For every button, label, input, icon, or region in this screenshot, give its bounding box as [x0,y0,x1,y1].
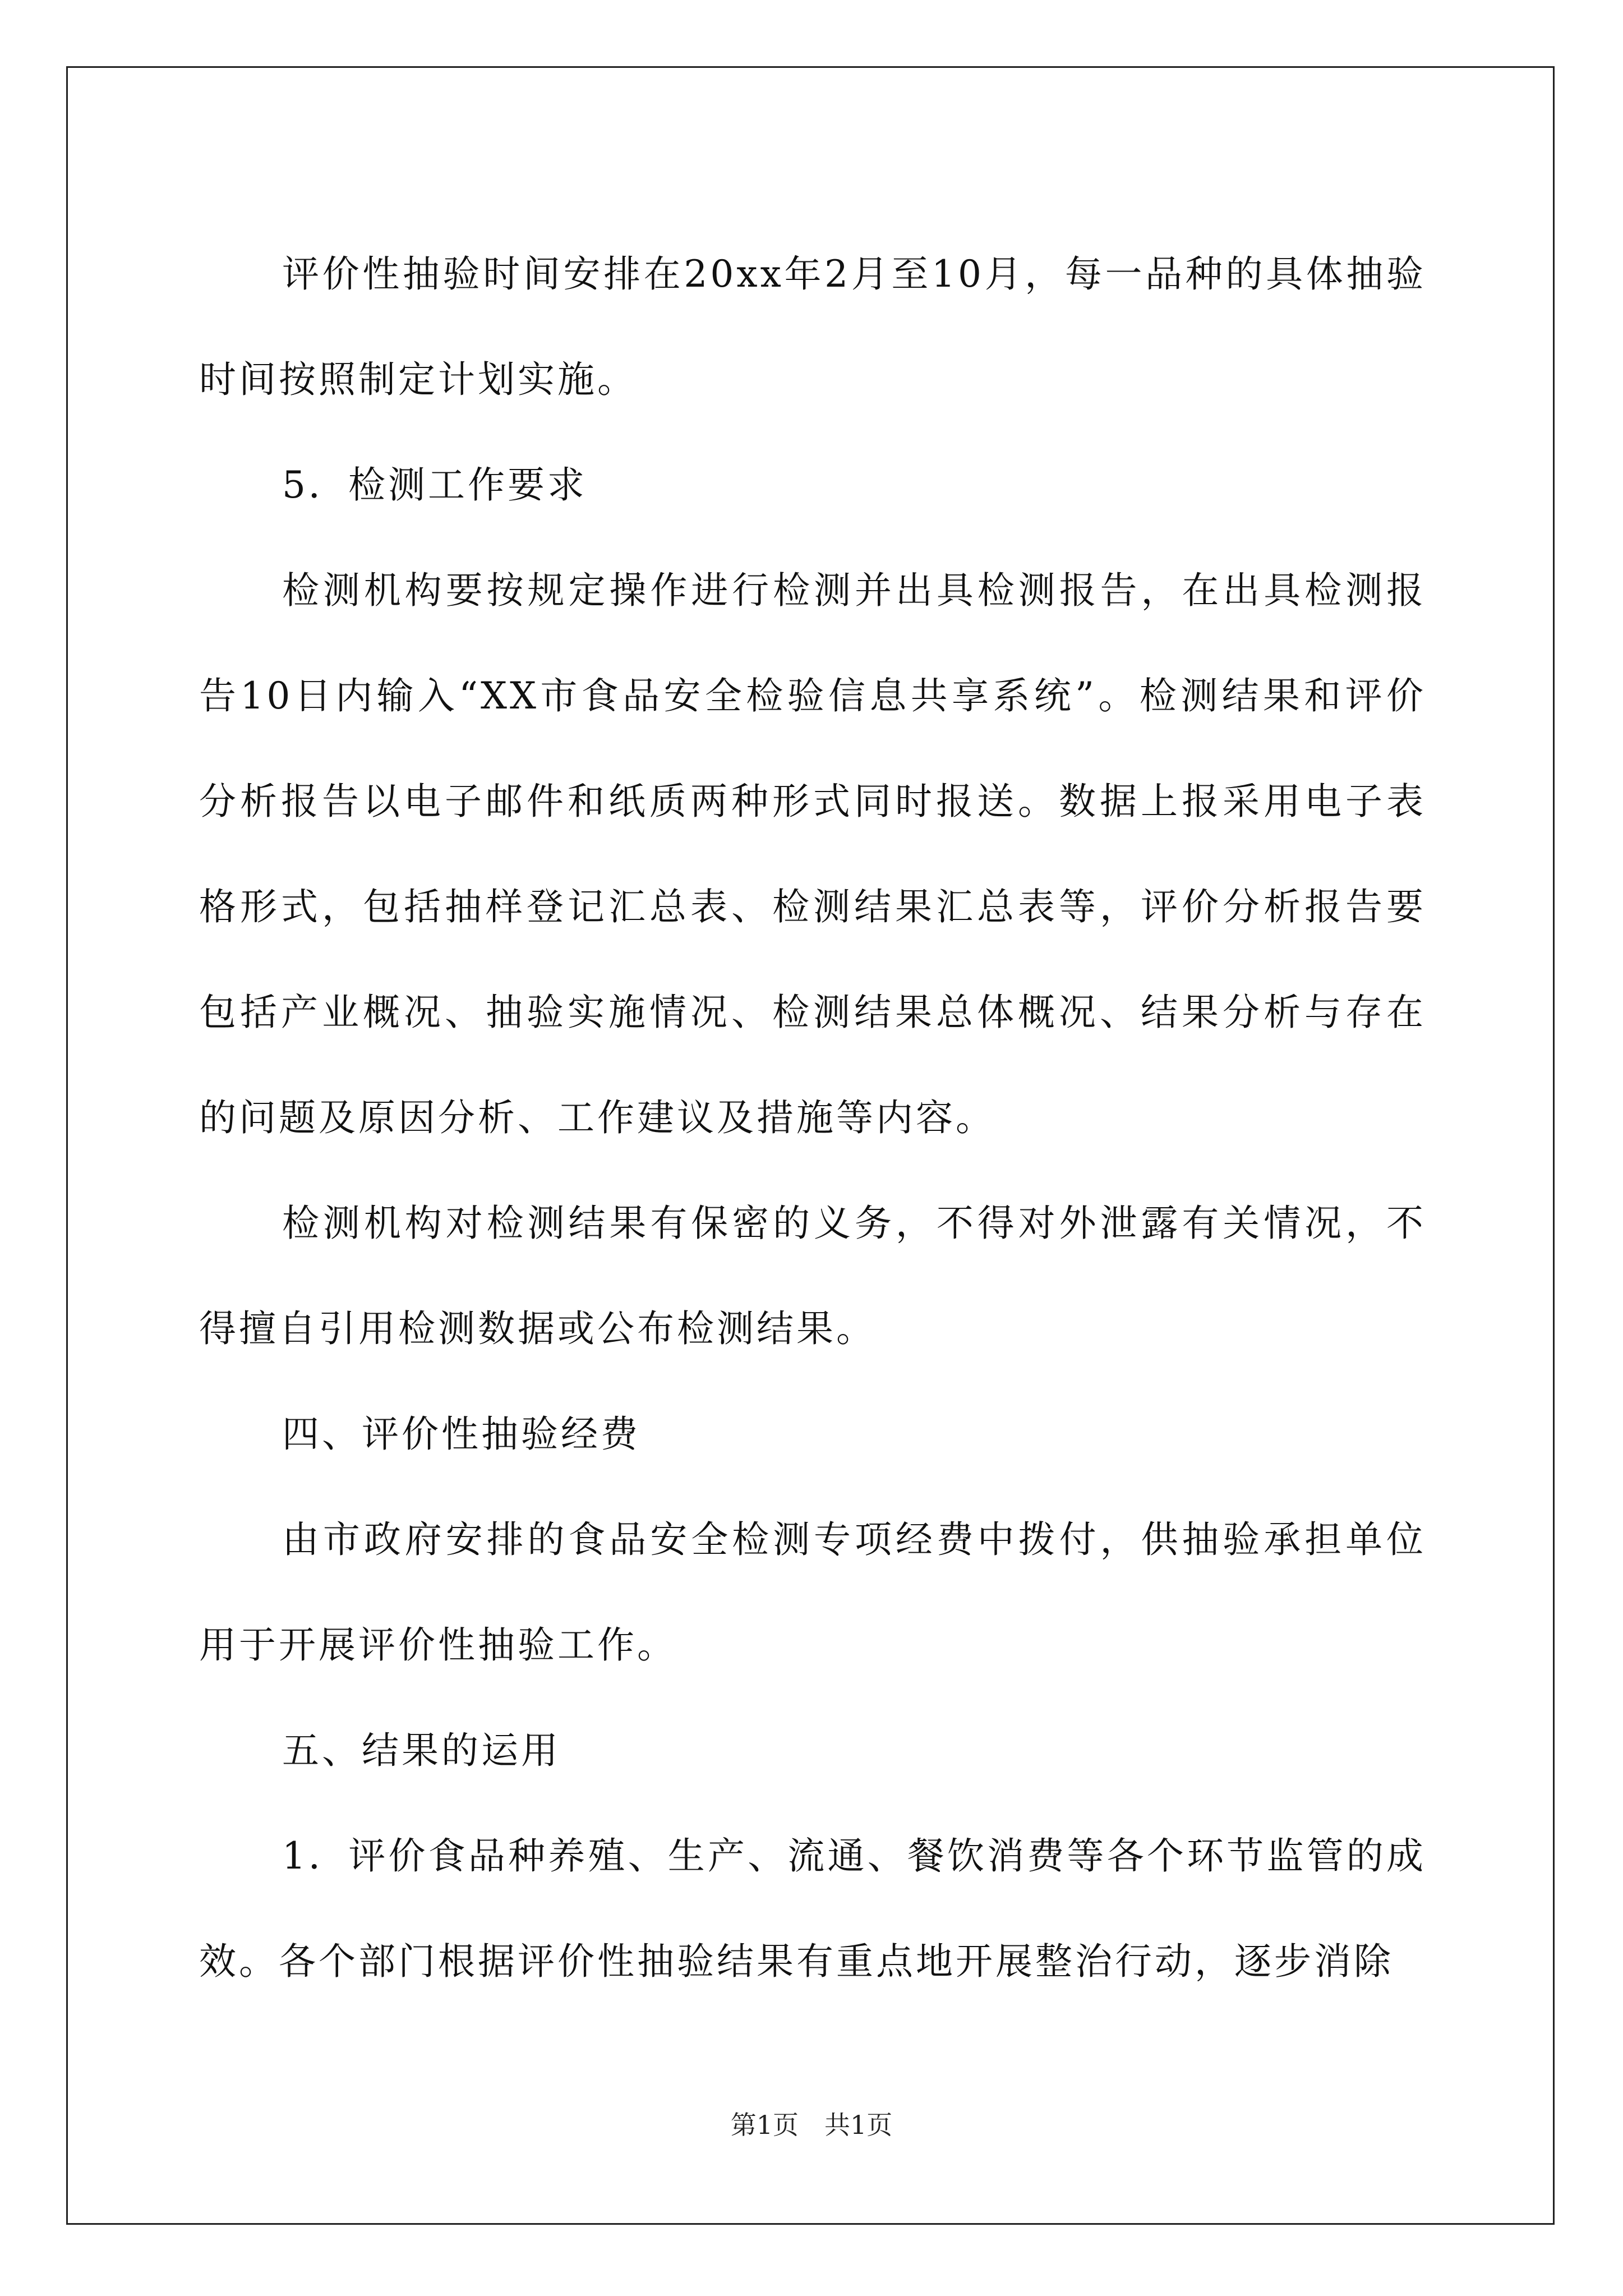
heading-funding: 四、评价性抽验经费 [282,1412,640,1456]
paragraph-schedule: 评价性抽验时间安排在20xx年2月至10月，每一品种的具体抽验时间按照制定计划实施。 [199,252,1426,401]
paragraph-confidentiality: 检测机构对检测结果有保密的义务，不得对外泄露有关情况，不得擅自引用检测数据或公布检测结果。 [199,1202,1426,1350]
paragraph-funding: 由市政府安排的食品安全检测专项经费中拨付，供抽验承担单位用于开展评价性抽验工作。 [199,1518,1426,1667]
document-body [199,222,1426,2014]
paragraph-report-submission: 检测机构要按规定操作进行检测并出具检测报告，在出具检测报告10日内输入“XX市食品安全检验信息共享系统”。检测结果和评价分析报告以电子邮件和纸质两种形式同时报送。数据上报采用电子表格形式，包括抽样登记汇总表、检测结果汇总表等，评价分析报告要包括产业概况、抽验实施情况、检测结果总体概况、结果分析与存在的问题及原因分析、工作建议及措施等内容。 [199,569,1426,1139]
heading-results-use: 五、结果的运用 [282,1729,561,1772]
page-footer [0,2105,1623,2142]
page-number: 第1页 共1页 [730,2110,893,2140]
heading-testing-requirements: 5．检测工作要求 [282,463,587,507]
paragraph-evaluation: 1．评价食品种养殖、生产、流通、餐饮消费等各个环节监管的成效。各个部门根据评价性抽验结果有重点地开展整治行动，逐步消除 [199,1834,1426,1983]
